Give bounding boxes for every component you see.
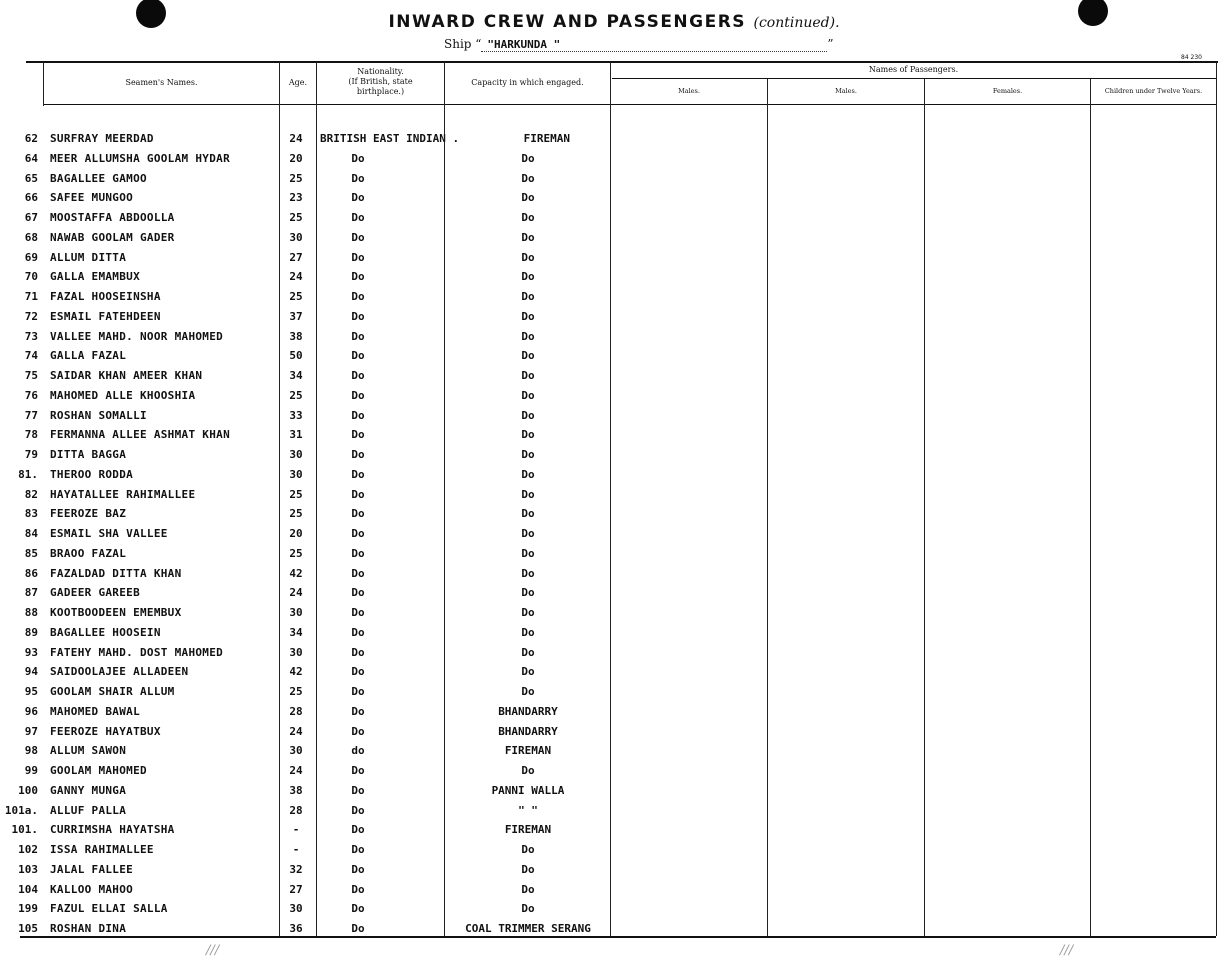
seaman-capacity: Do (521, 152, 535, 165)
seaman-name: BAGALLEE GAMOO (50, 172, 147, 185)
seaman-age: 24 (289, 132, 303, 145)
seaman-capacity: BHANDARRY (498, 725, 558, 738)
seaman-age: 31 (289, 428, 303, 441)
seaman-nationality: Do (351, 883, 365, 896)
seaman-nationality: do (351, 744, 365, 757)
crew-row (0, 920, 1216, 938)
seaman-capacity: Do (521, 310, 535, 323)
seaman-capacity: Do (521, 349, 535, 362)
title-suffix: (continued). (753, 15, 840, 31)
seaman-age: 42 (289, 567, 303, 580)
seaman-age: 36 (289, 922, 303, 935)
seaman-capacity: Do (521, 507, 535, 520)
seaman-age: 30 (289, 468, 303, 481)
crew-row (0, 130, 1216, 148)
seaman-capacity: Do (521, 409, 535, 422)
header-females: Females. (992, 87, 1023, 95)
seaman-age: 27 (289, 883, 303, 896)
seaman-name: CURRIMSHA HAYATSHA (50, 823, 175, 836)
crew-number: 62 (24, 132, 38, 145)
seaman-name: JALAL FALLEE (50, 863, 134, 876)
seaman-name: GALLA FAZAL (50, 349, 127, 362)
crew-row (0, 486, 1216, 504)
seaman-nationality: Do (351, 428, 365, 441)
seaman-name: BRAOO FAZAL (50, 547, 127, 560)
seaman-nationality: Do (351, 922, 365, 935)
crew-row (0, 703, 1216, 721)
seaman-nationality: Do (351, 152, 365, 165)
seaman-name: FERMANNA ALLEE ASHMAT KHAN (50, 428, 230, 441)
crew-row (0, 170, 1216, 188)
crew-number: 78 (24, 428, 38, 441)
seaman-name: FAZUL ELLAI SALLA (50, 902, 168, 915)
seaman-nationality: Do (351, 764, 365, 777)
seaman-name: MOOSTAFFA ABDOOLLA (50, 211, 175, 224)
seaman-capacity: FIREMAN (504, 823, 552, 836)
crew-number: 95 (24, 685, 38, 698)
seaman-age: 25 (289, 211, 303, 224)
seaman-nationality: Do (351, 606, 365, 619)
crew-row (0, 742, 1216, 760)
crew-row (0, 821, 1216, 839)
crew-number: 69 (24, 251, 38, 264)
crew-number: 93 (24, 646, 38, 659)
header-nationality: Nationality. (If British, state birthplace.) (348, 67, 413, 96)
seaman-age: 34 (289, 626, 303, 639)
seaman-age: 30 (289, 744, 303, 757)
crew-number: 97 (24, 725, 38, 738)
seaman-name: SAFEE MUNGOO (50, 191, 134, 204)
seaman-age: 25 (289, 685, 303, 698)
crew-number: 74 (24, 349, 38, 362)
seaman-age: 24 (289, 586, 303, 599)
seaman-nationality: Do (351, 665, 365, 678)
crew-number: 70 (24, 270, 38, 283)
seaman-name: FEEROZE HAYATBUX (50, 725, 161, 738)
crew-number: 67 (24, 211, 38, 224)
seaman-name: GANNY MUNGA (50, 784, 127, 797)
crew-row (0, 565, 1216, 583)
seaman-name: ROSHAN DINA (50, 922, 127, 935)
seaman-name: GALLA EMAMBUX (50, 270, 140, 283)
crew-row (0, 861, 1216, 879)
seaman-nationality: Do (351, 231, 365, 244)
seaman-nationality: Do (351, 389, 365, 402)
crew-number: 101. (11, 823, 38, 836)
crew-row (0, 249, 1216, 267)
seaman-capacity: Do (521, 211, 535, 224)
seaman-age: 25 (289, 172, 303, 185)
seaman-age: 30 (289, 646, 303, 659)
header-bottom-rule (44, 104, 1216, 105)
seaman-capacity: Do (521, 330, 535, 343)
crew-row (0, 683, 1216, 701)
seaman-age: 20 (289, 152, 303, 165)
seaman-age: 25 (289, 488, 303, 501)
crew-number: 71 (24, 290, 38, 303)
seaman-nationality: Do (351, 330, 365, 343)
crew-number: 85 (24, 547, 38, 560)
title-text: INWARD CREW AND PASSENGERS (388, 12, 747, 32)
ship-label: Ship “ (444, 37, 482, 51)
crew-row (0, 229, 1216, 247)
crew-number: 79 (24, 448, 38, 461)
seaman-capacity: Do (521, 488, 535, 501)
seaman-nationality: Do (351, 409, 365, 422)
crew-row (0, 347, 1216, 365)
seaman-nationality: Do (351, 863, 365, 876)
seaman-nationality: Do (351, 705, 365, 718)
seaman-age: 25 (289, 547, 303, 560)
table-top-rule (26, 61, 1218, 63)
crew-number: 83 (24, 507, 38, 520)
seaman-nationality: Do (351, 725, 365, 738)
seaman-age: 33 (289, 409, 303, 422)
seaman-capacity: Do (521, 586, 535, 599)
crew-number: 68 (24, 231, 38, 244)
seaman-capacity: BHANDARRY (498, 705, 558, 718)
crew-number: 82 (24, 488, 38, 501)
seaman-capacity: Do (521, 764, 535, 777)
header-children: Children under Twelve Years. (1104, 87, 1203, 95)
crew-number: 87 (24, 586, 38, 599)
seaman-nationality: Do (351, 547, 365, 560)
crew-number: 77 (24, 409, 38, 422)
crew-row (0, 644, 1216, 662)
header-males-2: Males. (835, 87, 857, 95)
crew-row (0, 308, 1216, 326)
crew-number: 101a. (4, 804, 38, 817)
seaman-nationality: Do (351, 685, 365, 698)
crew-number: 81. (18, 468, 38, 481)
crew-number: 86 (24, 567, 38, 580)
seaman-capacity: Do (521, 448, 535, 461)
crew-row (0, 387, 1216, 405)
crew-row (0, 426, 1216, 444)
seaman-capacity: Do (521, 290, 535, 303)
seaman-nationality: Do (351, 804, 365, 817)
header-capacity: Capacity in which engaged. (471, 78, 584, 87)
crew-row (0, 723, 1216, 741)
crew-number: 75 (24, 369, 38, 382)
seaman-name: VALLEE MAHD. NOOR MAHOMED (50, 330, 224, 343)
seaman-age: 28 (289, 804, 303, 817)
seaman-nationality: Do (351, 843, 365, 856)
seaman-name: GOOLAM MAHOMED (50, 764, 147, 777)
crew-number: 94 (24, 665, 38, 678)
crew-row (0, 189, 1216, 207)
crew-row (0, 604, 1216, 622)
seaman-nationality: Do (351, 191, 365, 204)
seaman-name: KALLOO MAHOO (50, 883, 134, 896)
crew-row (0, 328, 1216, 346)
header-males-1: Males. (678, 87, 700, 95)
seaman-capacity: Do (521, 191, 535, 204)
crew-number: 199 (18, 902, 38, 915)
form-title (0, 12, 1228, 32)
seaman-age: 32 (289, 863, 303, 876)
crew-row (0, 268, 1216, 286)
crew-number: 99 (24, 764, 38, 777)
seaman-capacity: Do (521, 626, 535, 639)
seaman-nationality: Do (351, 448, 365, 461)
crew-row (0, 150, 1216, 168)
crew-number: 64 (24, 152, 38, 165)
seaman-name: HAYATALLEE RAHIMALLEE (50, 488, 196, 501)
page-pencil-mark-left: ∕∕∕ (206, 943, 220, 958)
crew-row (0, 446, 1216, 464)
crew-number: 104 (18, 883, 38, 896)
crew-row (0, 624, 1216, 642)
crew-number: 89 (24, 626, 38, 639)
seaman-age: 30 (289, 231, 303, 244)
seaman-capacity: Do (521, 389, 535, 402)
crew-row (0, 466, 1216, 484)
crew-row (0, 209, 1216, 227)
seaman-age: 28 (289, 705, 303, 718)
seaman-name: MAHOMED ALLE KHOOSHIA (50, 389, 196, 402)
seaman-name: MAHOMED BAWAL (50, 705, 140, 718)
seaman-age: 25 (289, 290, 303, 303)
seaman-nationality: Do (351, 468, 365, 481)
form-code: 84 230 (1181, 54, 1202, 61)
seaman-nationality: Do (351, 270, 365, 283)
crew-number: 76 (24, 389, 38, 402)
seaman-age: 30 (289, 902, 303, 915)
ship-line (444, 37, 834, 52)
seaman-nationality: Do (351, 626, 365, 639)
seaman-nationality: Do (351, 369, 365, 382)
crew-row (0, 525, 1216, 543)
seaman-nationality: Do (351, 349, 365, 362)
seaman-age: - (292, 843, 300, 856)
seaman-capacity: Do (521, 685, 535, 698)
seaman-name: KOOTBOODEEN EMEMBUX (50, 606, 182, 619)
seaman-name: GADEER GAREEB (50, 586, 140, 599)
seaman-nationality: Do (351, 488, 365, 501)
seaman-age: 24 (289, 725, 303, 738)
crew-number: 84 (24, 527, 38, 540)
crew-row (0, 762, 1216, 780)
seaman-name: DITTA BAGGA (50, 448, 127, 461)
seaman-name: ALLUM SAWON (50, 744, 127, 757)
seaman-nationality: Do (351, 290, 365, 303)
crew-number: 96 (24, 705, 38, 718)
seaman-capacity: Do (521, 646, 535, 659)
passenger-subheader-rule (612, 78, 1216, 79)
ship-close-quote: ” (827, 37, 834, 51)
seaman-nationality: Do (351, 823, 365, 836)
crew-number: 66 (24, 191, 38, 204)
ship-name: "HARKUNDA " (481, 38, 827, 52)
crew-row (0, 881, 1216, 899)
seaman-nationality: Do (351, 527, 365, 540)
seaman-capacity: FIREMAN (504, 744, 552, 757)
crew-number: 65 (24, 172, 38, 185)
seaman-age: 24 (289, 764, 303, 777)
seaman-age: 30 (289, 448, 303, 461)
seaman-capacity: " " (518, 804, 538, 817)
header-age: Age. (288, 78, 308, 87)
seaman-capacity: Do (521, 883, 535, 896)
header-seamens-names: Seamen's Names. (125, 78, 198, 87)
crew-number: 98 (24, 744, 38, 757)
seaman-name: ALLUM DITTA (50, 251, 127, 264)
seaman-age: 27 (289, 251, 303, 264)
crew-row (0, 802, 1216, 820)
seaman-capacity: Do (521, 843, 535, 856)
seaman-name: FAZALDAD DITTA KHAN (50, 567, 182, 580)
seaman-nationality: Do (351, 902, 365, 915)
seaman-name: ROSHAN SOMALLI (50, 409, 147, 422)
page-pencil-mark-right: ∕∕∕ (1060, 943, 1074, 958)
seaman-capacity: Do (521, 369, 535, 382)
seaman-age: 23 (289, 191, 303, 204)
header-passengers: Names of Passengers. (868, 65, 959, 74)
seaman-name: FEEROZE BAZ (50, 507, 127, 520)
seaman-name: MEER ALLUMSHA GOOLAM HYDAR (50, 152, 230, 165)
crew-number: 103 (18, 863, 38, 876)
crew-number: 100 (18, 784, 38, 797)
seaman-name: BAGALLEE HOOSEIN (50, 626, 161, 639)
seaman-nationality: Do (351, 646, 365, 659)
seaman-capacity: Do (521, 251, 535, 264)
seaman-capacity: PANNI WALLA (491, 784, 565, 797)
seaman-name: SAIDOOLAJEE ALLADEEN (50, 665, 189, 678)
crew-row (0, 584, 1216, 602)
seaman-age: 42 (289, 665, 303, 678)
seaman-capacity: Do (521, 428, 535, 441)
seaman-age: 50 (289, 349, 303, 362)
seaman-age: 25 (289, 507, 303, 520)
crew-row (0, 505, 1216, 523)
seaman-age: 20 (289, 527, 303, 540)
seaman-age: 24 (289, 270, 303, 283)
crew-row (0, 900, 1216, 918)
crew-number: 102 (18, 843, 38, 856)
crew-number: 105 (18, 922, 38, 935)
seaman-age: 30 (289, 606, 303, 619)
seaman-age: 37 (289, 310, 303, 323)
seaman-nationality: BRITISH EAST INDIAN . (320, 132, 460, 145)
seaman-capacity: Do (521, 270, 535, 283)
seaman-capacity: Do (521, 665, 535, 678)
crew-number: 73 (24, 330, 38, 343)
crew-row (0, 288, 1216, 306)
seaman-capacity: Do (521, 606, 535, 619)
crew-number: 72 (24, 310, 38, 323)
seaman-capacity: Do (521, 231, 535, 244)
seaman-capacity: Do (521, 863, 535, 876)
seaman-nationality: Do (351, 784, 365, 797)
crew-row (0, 545, 1216, 563)
seaman-name: ESMAIL FATEHDEEN (50, 310, 161, 323)
seaman-name: THEROO RODDA (50, 468, 134, 481)
seaman-name: GOOLAM SHAIR ALLUM (50, 685, 175, 698)
seaman-capacity: Do (521, 468, 535, 481)
seaman-name: ISSA RAHIMALLEE (50, 843, 154, 856)
crew-row (0, 782, 1216, 800)
seaman-age: 34 (289, 369, 303, 382)
seaman-nationality: Do (351, 211, 365, 224)
seaman-nationality: Do (351, 567, 365, 580)
seaman-age: 38 (289, 330, 303, 343)
crew-row (0, 841, 1216, 859)
crew-row (0, 367, 1216, 385)
seaman-nationality: Do (351, 251, 365, 264)
seaman-name: FATEHY MAHD. DOST MAHOMED (50, 646, 224, 659)
seaman-capacity: Do (521, 172, 535, 185)
crew-row (0, 663, 1216, 681)
seaman-age: 38 (289, 784, 303, 797)
seaman-name: SAIDAR KHAN AMEER KHAN (50, 369, 203, 382)
seaman-capacity: Do (521, 547, 535, 560)
seaman-capacity: FIREMAN (523, 132, 570, 145)
seaman-name: SURFRAY MEERDAD (50, 132, 154, 145)
crew-row (0, 407, 1216, 425)
seaman-nationality: Do (351, 586, 365, 599)
table-right-border (1216, 62, 1217, 936)
seaman-capacity: Do (521, 902, 535, 915)
seaman-age: - (292, 823, 300, 836)
seaman-name: NAWAB GOOLAM GADER (50, 231, 175, 244)
seaman-nationality: Do (351, 507, 365, 520)
seaman-nationality: Do (351, 172, 365, 185)
seaman-age: 25 (289, 389, 303, 402)
crew-number: 88 (24, 606, 38, 619)
seaman-capacity: Do (521, 527, 535, 540)
seaman-capacity: COAL TRIMMER SERANG (465, 922, 591, 935)
seaman-capacity: Do (521, 567, 535, 580)
seaman-name: FAZAL HOOSEINSHA (50, 290, 161, 303)
seaman-name: ESMAIL SHA VALLEE (50, 527, 168, 540)
seaman-name: ALLUF PALLA (50, 804, 127, 817)
seaman-nationality: Do (351, 310, 365, 323)
